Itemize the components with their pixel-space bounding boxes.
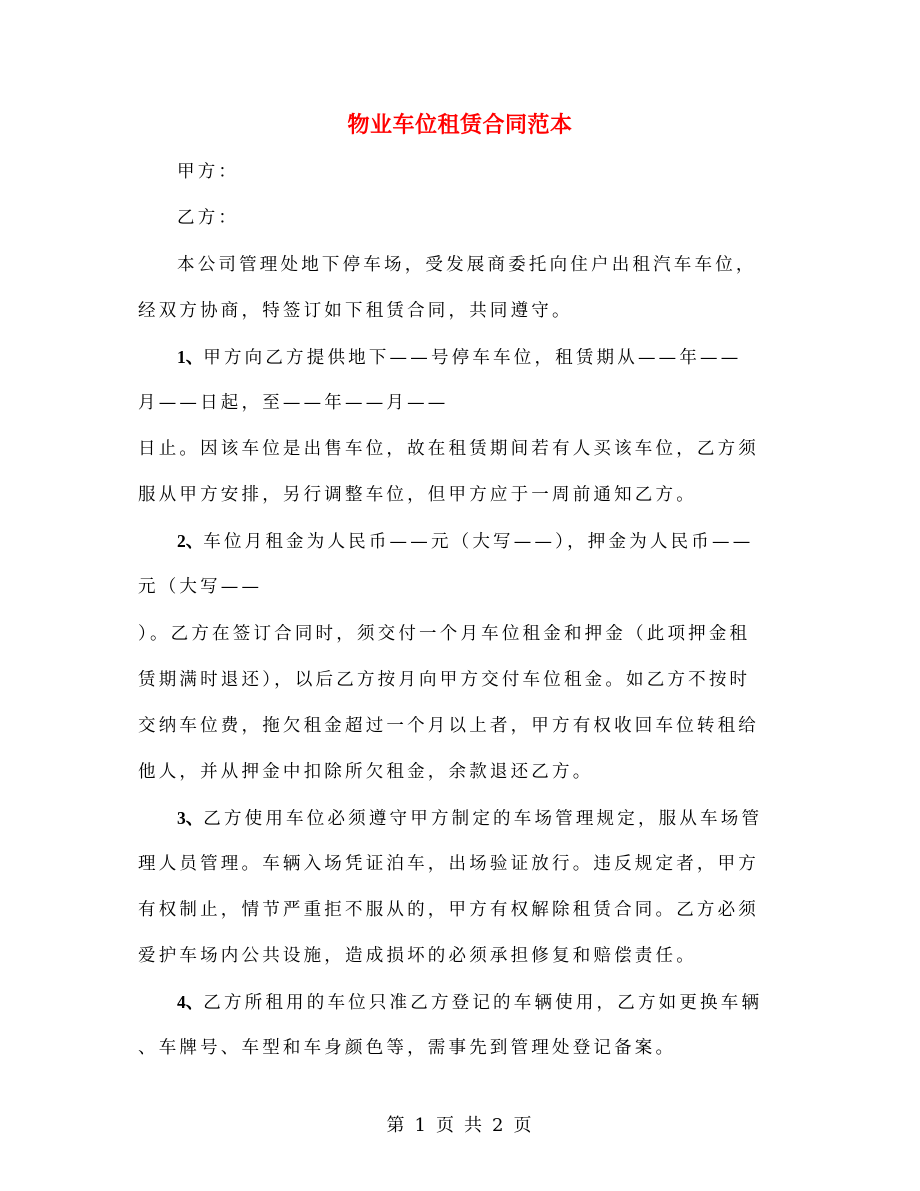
clause-4-line-2: 、车牌号、车型和车身颜色等，需事先到管理处登记备案。 (138, 1038, 677, 1058)
clause-4-line-1 (177, 990, 827, 1015)
clause-number: 4、 (177, 992, 204, 1012)
clause-number: 1、 (177, 347, 204, 367)
clause-number: 3、 (177, 808, 204, 828)
clause-3-line-2: 理人员管理。车辆入场凭证泊车，出场验证放行。违反规定者，甲方 (138, 854, 759, 874)
intro-line-2: 经双方协商，特签订如下租赁合同，共同遵守。 (138, 301, 573, 321)
clause-2-line-5: 交纳车位费，拖欠租金超过一个月以上者，甲方有权收回车位转租给 (138, 716, 759, 736)
clause-1-line-4: 服从甲方安排，另行调整车位，但甲方应于一周前通知乙方。 (138, 485, 697, 505)
clause-number: 2、 (177, 531, 204, 551)
page-word: 第 (386, 1115, 407, 1136)
total-word: 共 (464, 1115, 484, 1136)
clause-2-line-1 (177, 529, 827, 554)
party-a-label: 甲方： (177, 162, 240, 182)
clause-1-line-3: 日止。因该车位是出售车位，故在租赁期间若有人买该车位，乙方须 (138, 439, 759, 459)
page-total: 2 (492, 1115, 506, 1136)
page-current: 1 (414, 1115, 428, 1136)
clause-2-line-3: ）。乙方在签订合同时，须交付一个月车位租金和押金（此项押金租 (138, 624, 751, 644)
total-unit: 页 (513, 1115, 534, 1136)
intro-line-1: 本公司管理处地下停车场，受发展商委托向住户出租汽车车位， (177, 255, 757, 275)
clause-3-line-1 (177, 806, 827, 831)
clause-1-line-1 (177, 345, 827, 370)
clause-3-line-4: 爱护车场内公共设施，造成损坏的必须承担修复和赔偿责任。 (138, 946, 697, 966)
clause-3-line-3: 有权制止，情节严重拒不服从的，甲方有权解除租赁合同。乙方必须 (138, 900, 759, 920)
page-unit: 页 (436, 1115, 456, 1136)
clause-text: 车位月租金为人民币——元（大写——），押金为人民币—— (203, 532, 754, 552)
page-footer (0, 1111, 920, 1137)
party-b-label: 乙方： (177, 208, 240, 228)
document-title: 物业车位租赁合同范本 (347, 112, 573, 138)
clause-2-line-6: 他人，并从押金中扣除所欠租金，余款退还乙方。 (138, 762, 594, 782)
clause-2-line-4: 赁期满时退还），以后乙方按月向甲方交付车位租金。如乙方不按时 (138, 670, 751, 690)
clause-2-line-2: 元（大写—— (138, 577, 263, 597)
clause-text: 甲方向乙方提供地下——号停车车位，租赁期从——年—— (203, 348, 742, 368)
clause-text: 乙方所租用的车位只准乙方登记的车辆使用，乙方如更换车辆 (203, 993, 763, 1013)
clause-text: 乙方使用车位必须遵守甲方制定的车场管理规定，服从车场管 (203, 809, 763, 829)
clause-1-line-2: 月——日起，至——年——月—— (138, 393, 449, 413)
